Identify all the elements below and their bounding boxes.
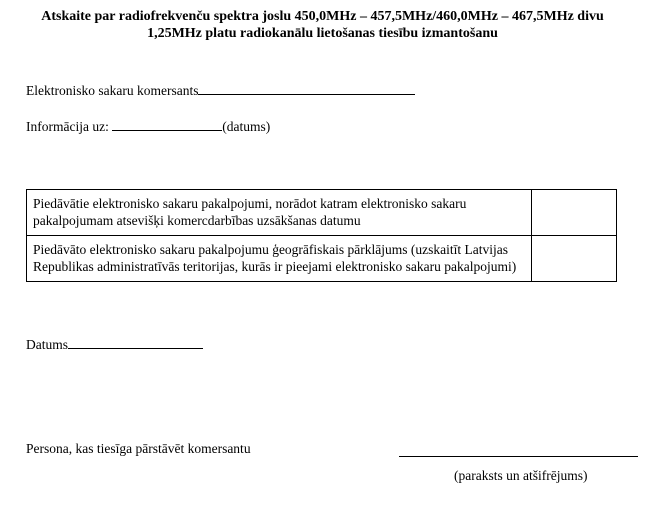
services-description-cell: Piedāvātie elektronisko sakaru pakalpojumi, norādot katram elektronisko sakaru pakalpojumam atsevišķi komercdarbības uzsākšanas datumu <box>27 190 532 236</box>
operator-blank-line[interactable] <box>198 81 415 95</box>
date-field <box>26 335 203 353</box>
signatory-label: Persona, kas tiesīga pārstāvēt komersantu <box>26 441 251 456</box>
signature-blank-line[interactable] <box>399 456 638 457</box>
info-date-blank-line[interactable] <box>112 117 222 131</box>
table-row <box>27 190 617 236</box>
signature-caption: (paraksts un atšifrējums) <box>454 468 588 483</box>
title-line-2: 1,25MHz platu radiokanālu lietošanas tiesību izmantošanu <box>147 26 498 41</box>
operator-label: Elektronisko sakaru komersants <box>26 83 199 98</box>
services-value-cell[interactable] <box>532 190 617 236</box>
coverage-value-cell[interactable] <box>532 236 617 282</box>
document-title <box>20 8 625 42</box>
info-date-field <box>26 117 270 135</box>
operator-field <box>26 81 415 99</box>
services-table <box>26 189 617 282</box>
info-label: Informācija uz: <box>26 119 109 134</box>
table-row <box>27 236 617 282</box>
info-date-suffix: (datums) <box>222 119 271 134</box>
title-line-1: Atskaite par radiofrekvenču spektra joslu 450,0MHz – 457,5MHz/460,0MHz – 467,5MHz divu <box>41 9 604 24</box>
date-label: Datums <box>26 337 68 352</box>
date-blank-line[interactable] <box>68 335 203 349</box>
coverage-description-cell: Piedāvāto elektronisko sakaru pakalpojumu ģeogrāfiskais pārklājums (uzskaitīt Latvijas Republikas administratīvās teritorijas, kurās ir pieejami elektronisko sakaru pakalpojumi) <box>27 236 532 282</box>
